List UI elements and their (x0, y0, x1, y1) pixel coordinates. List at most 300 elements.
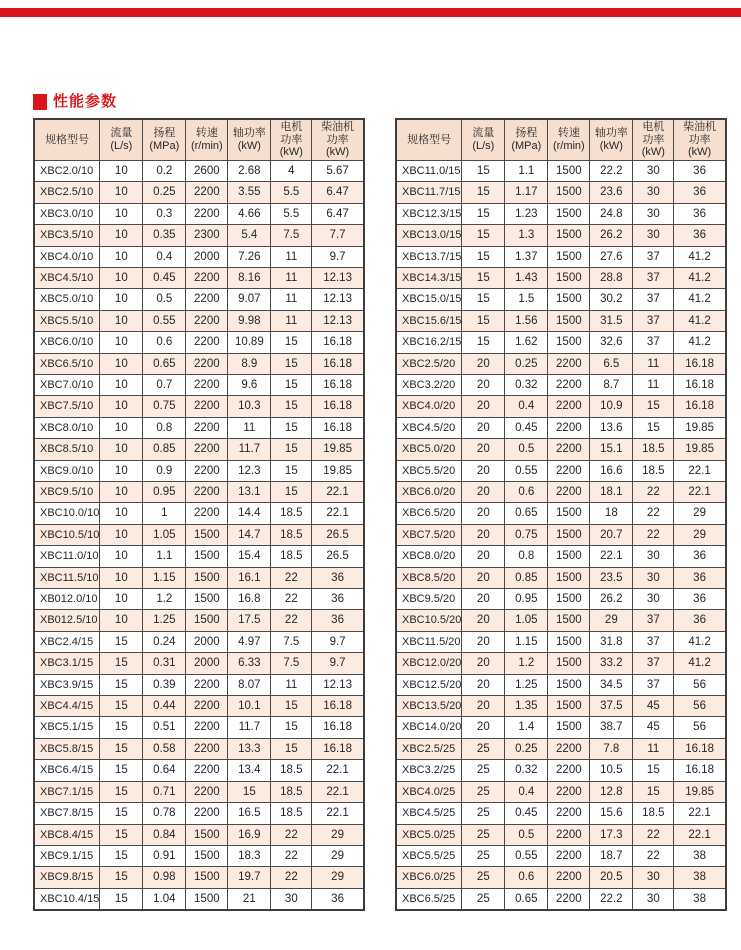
value-cell: 0.58 (143, 738, 186, 759)
table-row (34, 589, 364, 610)
model-cell: XBC5.0/25 (396, 824, 462, 845)
model-cell: XBC10.5/20 (396, 610, 462, 631)
value-cell: 7.8 (590, 738, 633, 759)
value-cell: 20 (462, 567, 505, 588)
value-cell: 10 (100, 567, 143, 588)
value-cell: 0.31 (143, 653, 186, 674)
value-cell: 22.2 (590, 160, 633, 181)
value-cell: 0.95 (505, 589, 548, 610)
column-header: 扬程 (MPa) (505, 119, 548, 160)
value-cell: 2200 (548, 738, 590, 759)
value-cell: 1500 (186, 824, 228, 845)
model-cell: XBC2.5/10 (34, 182, 100, 203)
value-cell: 22 (271, 567, 312, 588)
section-title (33, 92, 117, 111)
model-cell: XBC11.0/10 (34, 546, 100, 567)
value-cell: 0.6 (143, 332, 186, 353)
value-cell: 0.25 (143, 182, 186, 203)
value-cell: 2600 (186, 160, 228, 181)
model-cell: XBC2.4/15 (34, 631, 100, 652)
table-row (34, 503, 364, 524)
value-cell: 18.5 (271, 760, 312, 781)
model-cell: XBC4.0/20 (396, 396, 462, 417)
value-cell: 1500 (548, 310, 590, 331)
value-cell: 0.45 (143, 267, 186, 288)
value-cell: 15 (462, 267, 505, 288)
value-cell: 20 (462, 610, 505, 631)
value-cell: 2200 (548, 760, 590, 781)
model-cell: XBC7.0/10 (34, 374, 100, 395)
value-cell: 16.8 (228, 589, 271, 610)
table-row (34, 610, 364, 631)
value-cell: 15 (100, 717, 143, 738)
value-cell: 25 (462, 738, 505, 759)
value-cell: 10 (100, 439, 143, 460)
value-cell: 20 (462, 374, 505, 395)
value-cell: 1500 (186, 867, 228, 888)
model-cell: XBC6.0/25 (396, 867, 462, 888)
value-cell: 15 (271, 738, 312, 759)
table-row (396, 267, 726, 288)
value-cell: 1.43 (505, 267, 548, 288)
value-cell: 16.18 (674, 760, 726, 781)
value-cell: 20 (462, 546, 505, 567)
value-cell: 36 (674, 610, 726, 631)
table-row (396, 888, 726, 910)
value-cell: 10 (100, 589, 143, 610)
model-cell: XBC5.0/20 (396, 439, 462, 460)
value-cell: 31.5 (590, 310, 633, 331)
column-header: 轴功率 (kW) (228, 119, 271, 160)
value-cell: 16.5 (228, 803, 271, 824)
value-cell: 1.35 (505, 696, 548, 717)
value-cell: 18.5 (633, 439, 674, 460)
model-cell: XBC6.5/10 (34, 353, 100, 374)
value-cell: 8.16 (228, 267, 271, 288)
value-cell: 13.4 (228, 760, 271, 781)
table-row (396, 246, 726, 267)
value-cell: 9.7 (312, 631, 364, 652)
value-cell: 29 (674, 503, 726, 524)
table-row (34, 225, 364, 246)
model-cell: XBC3.9/15 (34, 674, 100, 695)
value-cell: 36 (674, 567, 726, 588)
model-cell: XBC3.0/10 (34, 203, 100, 224)
value-cell: 34.5 (590, 674, 633, 695)
value-cell: 56 (674, 674, 726, 695)
table-row (34, 310, 364, 331)
value-cell: 38 (674, 845, 726, 866)
value-cell: 11 (271, 674, 312, 695)
value-cell: 0.71 (143, 781, 186, 802)
value-cell: 2200 (186, 503, 228, 524)
value-cell: 19.85 (312, 460, 364, 481)
value-cell: 10 (100, 460, 143, 481)
model-cell: XBC9.1/15 (34, 845, 100, 866)
table-row (396, 567, 726, 588)
value-cell: 15 (100, 781, 143, 802)
model-cell: XBC4.4/15 (34, 696, 100, 717)
table-row (34, 182, 364, 203)
table-row (34, 696, 364, 717)
table-row (396, 524, 726, 545)
value-cell: 12.8 (590, 781, 633, 802)
value-cell: 16.18 (312, 738, 364, 759)
table-row (396, 653, 726, 674)
value-cell: 16.9 (228, 824, 271, 845)
value-cell: 2.68 (228, 160, 271, 181)
column-header: 扬程 (MPa) (143, 119, 186, 160)
value-cell: 20 (462, 503, 505, 524)
value-cell: 22.1 (590, 546, 633, 567)
table-row (34, 160, 364, 181)
table-row (396, 696, 726, 717)
value-cell: 15 (462, 182, 505, 203)
value-cell: 25 (462, 781, 505, 802)
value-cell: 0.44 (143, 696, 186, 717)
value-cell: 41.2 (674, 246, 726, 267)
value-cell: 16.18 (312, 417, 364, 438)
model-cell: XBC8.5/20 (396, 567, 462, 588)
value-cell: 23.6 (590, 182, 633, 203)
value-cell: 0.65 (505, 888, 548, 910)
value-cell: 18.1 (590, 482, 633, 503)
value-cell: 22 (633, 524, 674, 545)
value-cell: 1500 (548, 546, 590, 567)
value-cell: 2200 (548, 888, 590, 910)
value-cell: 1500 (186, 610, 228, 631)
model-cell: XBC4.5/20 (396, 417, 462, 438)
model-cell: XBC5.5/25 (396, 845, 462, 866)
value-cell: 20 (462, 524, 505, 545)
value-cell: 0.6 (505, 867, 548, 888)
value-cell: 0.85 (505, 567, 548, 588)
value-cell: 22.1 (674, 482, 726, 503)
value-cell: 7.7 (312, 225, 364, 246)
value-cell: 37 (633, 246, 674, 267)
value-cell: 22.1 (312, 503, 364, 524)
value-cell: 11 (271, 289, 312, 310)
value-cell: 25 (462, 845, 505, 866)
table-row (34, 631, 364, 652)
value-cell: 0.4 (505, 781, 548, 802)
value-cell: 10 (100, 160, 143, 181)
value-cell: 15 (100, 738, 143, 759)
value-cell: 2200 (548, 396, 590, 417)
model-cell: XBC6.5/25 (396, 888, 462, 910)
value-cell: 2200 (548, 374, 590, 395)
value-cell: 26.5 (312, 546, 364, 567)
table-row (396, 738, 726, 759)
value-cell: 15 (100, 888, 143, 910)
model-cell: XBC9.5/10 (34, 482, 100, 503)
value-cell: 15 (271, 460, 312, 481)
value-cell: 18.3 (228, 845, 271, 866)
value-cell: 22.1 (674, 460, 726, 481)
value-cell: 2200 (548, 803, 590, 824)
value-cell: 27.6 (590, 246, 633, 267)
value-cell: 19.85 (674, 439, 726, 460)
value-cell: 2200 (548, 460, 590, 481)
value-cell: 22 (271, 824, 312, 845)
column-header: 流量 (L/s) (462, 119, 505, 160)
value-cell: 15 (462, 203, 505, 224)
value-cell: 36 (312, 567, 364, 588)
value-cell: 18.5 (271, 546, 312, 567)
value-cell: 21 (228, 888, 271, 910)
model-cell: XBC3.1/15 (34, 653, 100, 674)
value-cell: 7.5 (271, 225, 312, 246)
table-row (396, 589, 726, 610)
model-cell: XBC11.5/10 (34, 567, 100, 588)
value-cell: 9.07 (228, 289, 271, 310)
model-cell: XB012.0/10 (34, 589, 100, 610)
value-cell: 0.8 (505, 546, 548, 567)
value-cell: 25 (462, 824, 505, 845)
value-cell: 0.8 (143, 417, 186, 438)
value-cell: 10 (100, 524, 143, 545)
value-cell: 15 (462, 225, 505, 246)
value-cell: 1500 (548, 589, 590, 610)
value-cell: 4.97 (228, 631, 271, 652)
value-cell: 15 (271, 439, 312, 460)
value-cell: 19.85 (674, 417, 726, 438)
value-cell: 10.3 (228, 396, 271, 417)
value-cell: 1.05 (143, 524, 186, 545)
value-cell: 16.18 (312, 332, 364, 353)
value-cell: 16.6 (590, 460, 633, 481)
value-cell: 1500 (186, 546, 228, 567)
value-cell: 37 (633, 267, 674, 288)
table-row (396, 503, 726, 524)
value-cell: 1500 (548, 267, 590, 288)
value-cell: 0.7 (143, 374, 186, 395)
value-cell: 0.51 (143, 717, 186, 738)
performance-table-left (33, 118, 365, 911)
value-cell: 2200 (548, 867, 590, 888)
value-cell: 15 (228, 781, 271, 802)
value-cell: 0.85 (143, 439, 186, 460)
value-cell: 2200 (548, 439, 590, 460)
value-cell: 16.1 (228, 567, 271, 588)
value-cell: 9.7 (312, 246, 364, 267)
value-cell: 14.7 (228, 524, 271, 545)
value-cell: 20 (462, 482, 505, 503)
value-cell: 1500 (548, 653, 590, 674)
value-cell: 12.13 (312, 267, 364, 288)
value-cell: 6.5 (590, 353, 633, 374)
model-cell: XBC14.0/20 (396, 717, 462, 738)
value-cell: 15 (633, 396, 674, 417)
value-cell: 36 (312, 888, 364, 910)
value-cell: 0.39 (143, 674, 186, 695)
value-cell: 8.7 (590, 374, 633, 395)
model-cell: XBC3.2/25 (396, 760, 462, 781)
model-cell: XBC5.5/10 (34, 310, 100, 331)
value-cell: 2200 (186, 396, 228, 417)
model-cell: XBC16.2/15 (396, 332, 462, 353)
value-cell: 15 (100, 867, 143, 888)
value-cell: 37 (633, 631, 674, 652)
value-cell: 41.2 (674, 289, 726, 310)
value-cell: 22.2 (590, 888, 633, 910)
value-cell: 15 (100, 653, 143, 674)
value-cell: 8.07 (228, 674, 271, 695)
table-row (34, 717, 364, 738)
value-cell: 2200 (186, 353, 228, 374)
value-cell: 37 (633, 289, 674, 310)
value-cell: 20 (462, 717, 505, 738)
value-cell: 1500 (548, 203, 590, 224)
value-cell: 30.2 (590, 289, 633, 310)
value-cell: 18.5 (271, 781, 312, 802)
value-cell: 30 (633, 567, 674, 588)
value-cell: 0.24 (143, 631, 186, 652)
header-row (34, 119, 364, 160)
value-cell: 30 (633, 160, 674, 181)
value-cell: 1500 (548, 567, 590, 588)
table-row (34, 289, 364, 310)
value-cell: 25 (462, 867, 505, 888)
value-cell: 2200 (186, 182, 228, 203)
value-cell: 0.78 (143, 803, 186, 824)
value-cell: 2200 (186, 267, 228, 288)
value-cell: 29 (312, 824, 364, 845)
table-row (396, 845, 726, 866)
value-cell: 2200 (186, 417, 228, 438)
table-row (34, 845, 364, 866)
value-cell: 1500 (186, 567, 228, 588)
model-cell: XBC5.8/15 (34, 738, 100, 759)
value-cell: 7.5 (271, 653, 312, 674)
table-row (396, 460, 726, 481)
value-cell: 22 (271, 845, 312, 866)
value-cell: 15 (100, 631, 143, 652)
model-cell: XBC4.0/25 (396, 781, 462, 802)
value-cell: 1500 (548, 610, 590, 631)
value-cell: 0.75 (143, 396, 186, 417)
table-row (396, 225, 726, 246)
value-cell: 11.7 (228, 439, 271, 460)
value-cell: 1.25 (505, 674, 548, 695)
value-cell: 16.18 (674, 396, 726, 417)
model-cell: XBC5.0/10 (34, 289, 100, 310)
value-cell: 2200 (186, 460, 228, 481)
value-cell: 18.7 (590, 845, 633, 866)
model-cell: XBC4.5/25 (396, 803, 462, 824)
value-cell: 4 (271, 160, 312, 181)
value-cell: 19.7 (228, 867, 271, 888)
value-cell: 5.4 (228, 225, 271, 246)
value-cell: 16.18 (674, 738, 726, 759)
model-cell: XBC3.2/20 (396, 374, 462, 395)
value-cell: 1500 (548, 696, 590, 717)
value-cell: 2200 (186, 310, 228, 331)
value-cell: 22 (633, 503, 674, 524)
value-cell: 41.2 (674, 332, 726, 353)
value-cell: 1.15 (505, 631, 548, 652)
value-cell: 0.4 (505, 396, 548, 417)
value-cell: 1.5 (505, 289, 548, 310)
value-cell: 5.5 (271, 203, 312, 224)
table-row (396, 631, 726, 652)
model-cell: XBC15.0/15 (396, 289, 462, 310)
value-cell: 15 (271, 417, 312, 438)
column-header: 规格型号 (34, 119, 100, 160)
model-cell: XBC5.5/20 (396, 460, 462, 481)
value-cell: 24.8 (590, 203, 633, 224)
table-row (34, 567, 364, 588)
value-cell: 0.9 (143, 460, 186, 481)
value-cell: 1.37 (505, 246, 548, 267)
value-cell: 30 (633, 225, 674, 246)
value-cell: 9.7 (312, 653, 364, 674)
value-cell: 10.1 (228, 696, 271, 717)
value-cell: 15 (271, 696, 312, 717)
value-cell: 2200 (186, 203, 228, 224)
value-cell: 8.9 (228, 353, 271, 374)
value-cell: 16.18 (312, 696, 364, 717)
value-cell: 1.1 (505, 160, 548, 181)
value-cell: 20 (462, 417, 505, 438)
value-cell: 0.3 (143, 203, 186, 224)
table-row (396, 610, 726, 631)
value-cell: 15 (100, 824, 143, 845)
table-row (34, 546, 364, 567)
table-row (34, 439, 364, 460)
value-cell: 10 (100, 396, 143, 417)
value-cell: 1.3 (505, 225, 548, 246)
table-row (396, 332, 726, 353)
value-cell: 5.5 (271, 182, 312, 203)
value-cell: 10 (100, 310, 143, 331)
value-cell: 19.85 (312, 439, 364, 460)
value-cell: 29 (590, 610, 633, 631)
value-cell: 0.84 (143, 824, 186, 845)
value-cell: 2200 (548, 781, 590, 802)
value-cell: 33.2 (590, 653, 633, 674)
column-header: 规格型号 (396, 119, 462, 160)
value-cell: 14.4 (228, 503, 271, 524)
value-cell: 16.18 (674, 353, 726, 374)
value-cell: 20 (462, 631, 505, 652)
value-cell: 2000 (186, 246, 228, 267)
value-cell: 2200 (186, 482, 228, 503)
value-cell: 37.5 (590, 696, 633, 717)
value-cell: 45 (633, 696, 674, 717)
value-cell: 7.5 (271, 631, 312, 652)
value-cell: 22 (633, 824, 674, 845)
value-cell: 0.6 (505, 482, 548, 503)
value-cell: 1.23 (505, 203, 548, 224)
value-cell: 0.65 (505, 503, 548, 524)
value-cell: 36 (674, 589, 726, 610)
value-cell: 0.75 (505, 524, 548, 545)
model-cell: XBC11.0/15 (396, 160, 462, 181)
table-row (34, 246, 364, 267)
value-cell: 22.1 (674, 803, 726, 824)
column-header: 电机 功率 (kW) (633, 119, 674, 160)
model-cell: XBC2.5/25 (396, 738, 462, 759)
model-cell: XBC9.5/20 (396, 589, 462, 610)
value-cell: 29 (312, 867, 364, 888)
value-cell: 2200 (186, 803, 228, 824)
value-cell: 2200 (548, 824, 590, 845)
model-cell: XBC11.5/20 (396, 631, 462, 652)
column-header: 柴油机 功率 (kW) (674, 119, 726, 160)
value-cell: 15 (462, 246, 505, 267)
value-cell: 11.7 (228, 717, 271, 738)
